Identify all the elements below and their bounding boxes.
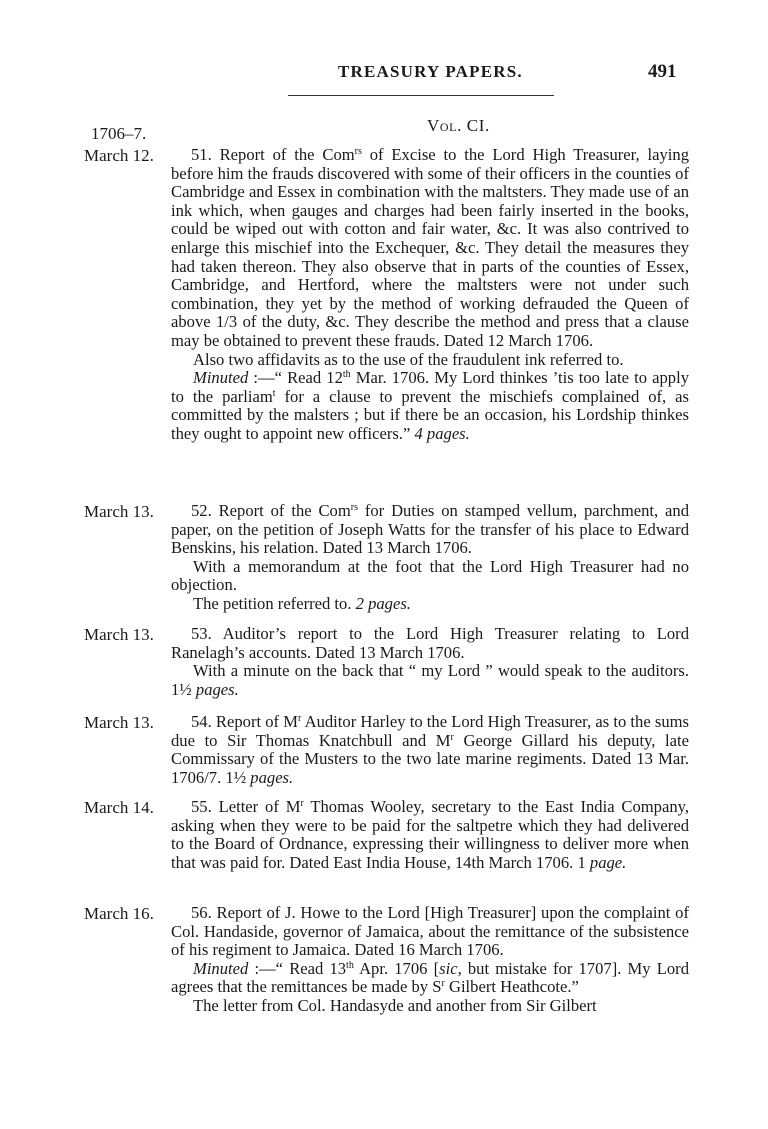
entry-paragraph: Minuted :—“ Read 13th Apr. 1706 [sic, but mistake for 1707]. My Lord agrees that the remittances be made by $S^r$ Gilbert Heathcote.” bbox=[171, 958, 689, 997]
page-number: 491 bbox=[648, 61, 677, 82]
entry-paragraph: 54. Report of $M^r$ Auditor Harley to the Lord High Treasurer, as to the sums due to Sir Thomas Knatchbull and $M^r$ George Gillard his deputy, late Commissary of the Musters to the two late marine regiments. Dated 13 Mar. 1706/7. 1½ pages. bbox=[171, 712, 690, 787]
superscript: rs bbox=[350, 502, 358, 513]
italic-text: pages. bbox=[250, 767, 294, 787]
page-header bbox=[0, 62, 768, 92]
entry-paragraph: With a memorandum at the foot that the Lord High Treasurer had no objection. bbox=[171, 556, 689, 595]
header-rule bbox=[288, 95, 554, 96]
entry-date: March 13. bbox=[84, 625, 154, 644]
superscript: rs bbox=[354, 146, 362, 157]
italic-text: Minuted bbox=[193, 368, 249, 388]
year-label: 1706–7. bbox=[91, 124, 147, 143]
entry-paragraph: The petition referred to. 2 pages. bbox=[193, 593, 411, 613]
entry-paragraph: Minuted :—“ Read 12th Mar. 1706. My Lord thinkes ’tis too late to apply to the parliam$^t$ for a clause to prevent the mischiefs complained of, as committed by the malsters ; but if there be an occasion, his Lordship thinkes they ought to appoint new officers.” 4 pages. bbox=[171, 368, 689, 443]
entry-text bbox=[171, 625, 689, 699]
superscript: th bbox=[342, 369, 351, 381]
italic-text: sic, bbox=[439, 958, 462, 978]
italic-text: 4 pages. bbox=[414, 423, 470, 443]
running-title: TREASURY PAPERS. bbox=[338, 62, 523, 81]
superscript: th bbox=[346, 959, 354, 971]
entry-paragraph: 51. Report of the Com$^{rs}$ of Excise to the Lord High Treasurer, laying before him the frauds discovered with some of their officers in the counties of Cambridge and Essex in combination with the maltsters. They made use of an ink which, when gauges and charges had been fairly inserted in the books, could be wiped out with cotton and fair water, &c. It was also contrived to enlarge this mischief into the Exchequer, &c. They detail the measures they had taken thereon. They also observe that in parts of the counties of Essex, Cambridge, and Hertford, where the maltsters were not under such combination, they yet by the method of working defrauded the Queen of above 1/3 of the duty, &c. They describe the method and press that a clause may be obtained to prevent these frauds. Dated 12 March 1706. bbox=[171, 145, 689, 350]
entry-date: March 16. bbox=[84, 904, 154, 923]
entry-paragraph: 53. Auditor’s report to the Lord High Treasurer relating to Lord Ranelagh’s accounts. Dated 13 March 1706. bbox=[171, 624, 689, 662]
entry-text bbox=[171, 502, 689, 614]
entry-date: March 13. bbox=[84, 713, 154, 732]
entry-text bbox=[171, 904, 689, 1016]
entry-paragraph: 55. Letter of $M^r$ Thomas Wooley, secretary to the East India Company, asking when they were to be paid for the saltpetre which they had delivered to the Board of Ordnance, expressing their willingness to deliver more when that was paid for. Dated East India House, 14th March 1706. 1 page. bbox=[171, 797, 689, 872]
entry-paragraph: With a minute on the back that “ my Lord ” would speak to the auditors. 1½ pages. bbox=[171, 661, 689, 699]
volume-heading: Vol. CI. bbox=[427, 116, 490, 135]
superscript: t bbox=[272, 387, 276, 399]
entry-paragraph: Also two affidavits as to the use of the fraudulent ink referred to. bbox=[193, 349, 624, 369]
entry-date: March 13. bbox=[84, 502, 154, 521]
entry-paragraph: The letter from Col. Handasyde and another from Sir Gilbert bbox=[193, 995, 597, 1015]
entry-paragraph: 56. Report of J. Howe to the Lord [High Treasurer] upon the complaint of Col. Handaside, governor of Jamaica, about the remittance of the subsistence of his regiment to Jamaica. Dated 16 March 1706. bbox=[171, 903, 689, 960]
entry-paragraph: 52. Report of the Com$^{rs}$ for Duties on stamped vellum, parchment, and paper, on the petition of Joseph Watts for the transfer of his place to Edward Benskins, his relation. Dated 13 March 1706. bbox=[171, 501, 689, 558]
superscript: r bbox=[450, 731, 454, 743]
italic-text: Minuted bbox=[193, 958, 249, 978]
superscript: r bbox=[300, 798, 304, 809]
italic-text: pages. bbox=[195, 679, 239, 699]
entry-date: March 14. bbox=[84, 798, 154, 817]
entry-date: March 12. bbox=[84, 146, 154, 165]
italic-text: page. bbox=[589, 852, 627, 872]
entry-text bbox=[171, 146, 689, 444]
entry-text bbox=[171, 798, 689, 872]
superscript: r bbox=[298, 713, 302, 724]
italic-text: 2 pages. bbox=[355, 593, 411, 613]
entry-text bbox=[171, 713, 689, 787]
superscript: r bbox=[441, 978, 445, 990]
